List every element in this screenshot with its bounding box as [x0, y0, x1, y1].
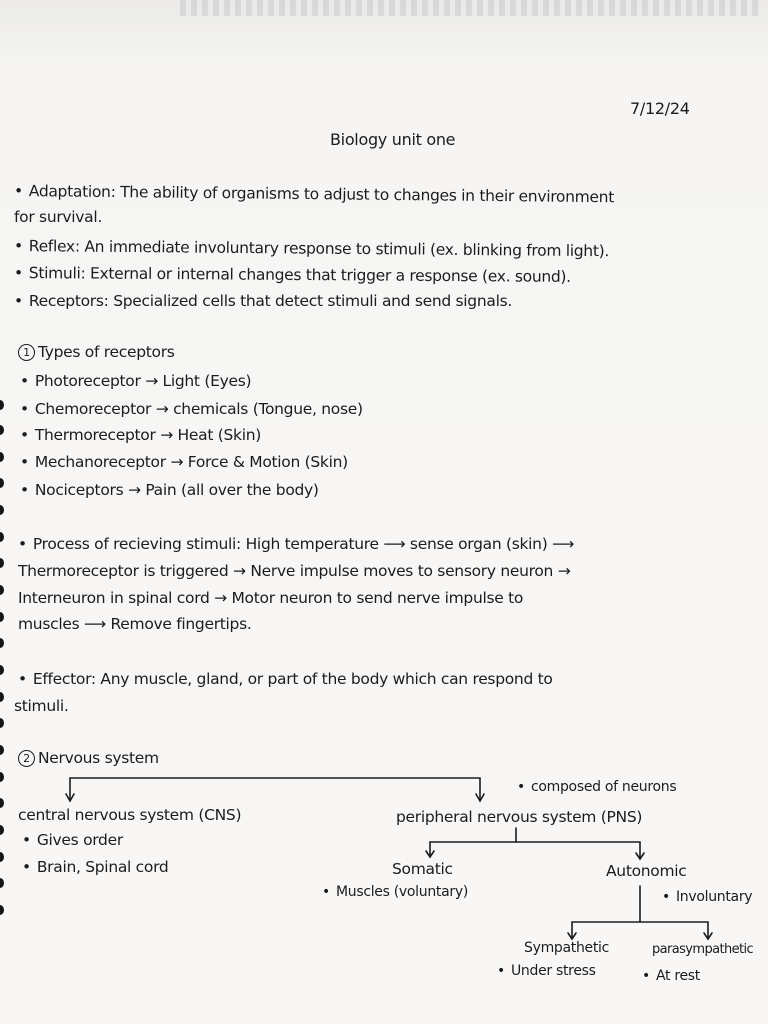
section-number-badge: 2 — [18, 750, 35, 767]
autonomic-label: Autonomic — [606, 862, 687, 880]
somatic-label: Somatic — [392, 860, 453, 878]
definition-adaptation: • Adaptation: The ability of organisms to adjust to changes in their environment — [14, 182, 614, 206]
autonomic-note: • Involuntary — [662, 889, 752, 905]
receptor-item: • Thermoreceptor → Heat (Skin) — [20, 426, 261, 444]
cns-note: • Brain, Spinal cord — [22, 858, 168, 876]
sympathetic-label: Sympathetic — [524, 940, 610, 956]
somatic-note: • Muscles (voluntary) — [322, 884, 468, 900]
section-number-badge: 1 — [18, 344, 35, 361]
definition-adaptation-cont: for survival. — [14, 208, 102, 226]
cns-label: central nervous system (CNS) — [18, 806, 242, 824]
parasympathetic-note: • At rest — [642, 968, 700, 984]
section-receptors-heading: 1 Types of receptors — [18, 343, 175, 361]
process-line-2: Thermoreceptor is triggered → Nerve impulse moves to sensory neuron → — [18, 562, 571, 580]
receptor-item: • Nociceptors → Pain (all over the body) — [20, 481, 319, 499]
receptor-item: • Chemoreceptor → chemicals (Tongue, nose) — [20, 400, 363, 418]
effector-line-1: • Effector: Any muscle, gland, or part of the body which can respond to — [18, 670, 553, 688]
section-nervous-heading: 2 Nervous system — [18, 749, 159, 767]
process-line-1: • Process of recieving stimuli: High temperature ⟶ sense organ (skin) ⟶ — [18, 535, 574, 553]
sympathetic-note: • Under stress — [497, 963, 596, 979]
effector-line-2: stimuli. — [14, 697, 69, 715]
definition-stimuli: • Stimuli: External or internal changes that trigger a response (ex. sound). — [14, 264, 571, 286]
process-line-3: Interneuron in spinal cord → Motor neuron to send nerve impulse to — [18, 589, 524, 607]
receptor-item: • Mechanoreceptor → Force & Motion (Skin) — [20, 453, 348, 471]
process-line-4: muscles ⟶ Remove fingertips. — [18, 615, 252, 633]
cns-note: • Gives order — [22, 831, 123, 849]
page-title: Biology unit one — [330, 130, 456, 149]
date: 7/12/24 — [630, 99, 690, 118]
definition-reflex: • Reflex: An immediate involuntary response to stimuli (ex. blinking from light). — [14, 237, 609, 260]
receptor-item: • Photoreceptor → Light (Eyes) — [20, 372, 251, 390]
definition-receptors: • Receptors: Specialized cells that detect stimuli and send signals. — [14, 292, 512, 310]
parasympathetic-label: parasympathetic — [652, 942, 754, 957]
pns-label: peripheral nervous system (PNS) — [396, 808, 643, 826]
pns-note: • composed of neurons — [517, 779, 676, 795]
